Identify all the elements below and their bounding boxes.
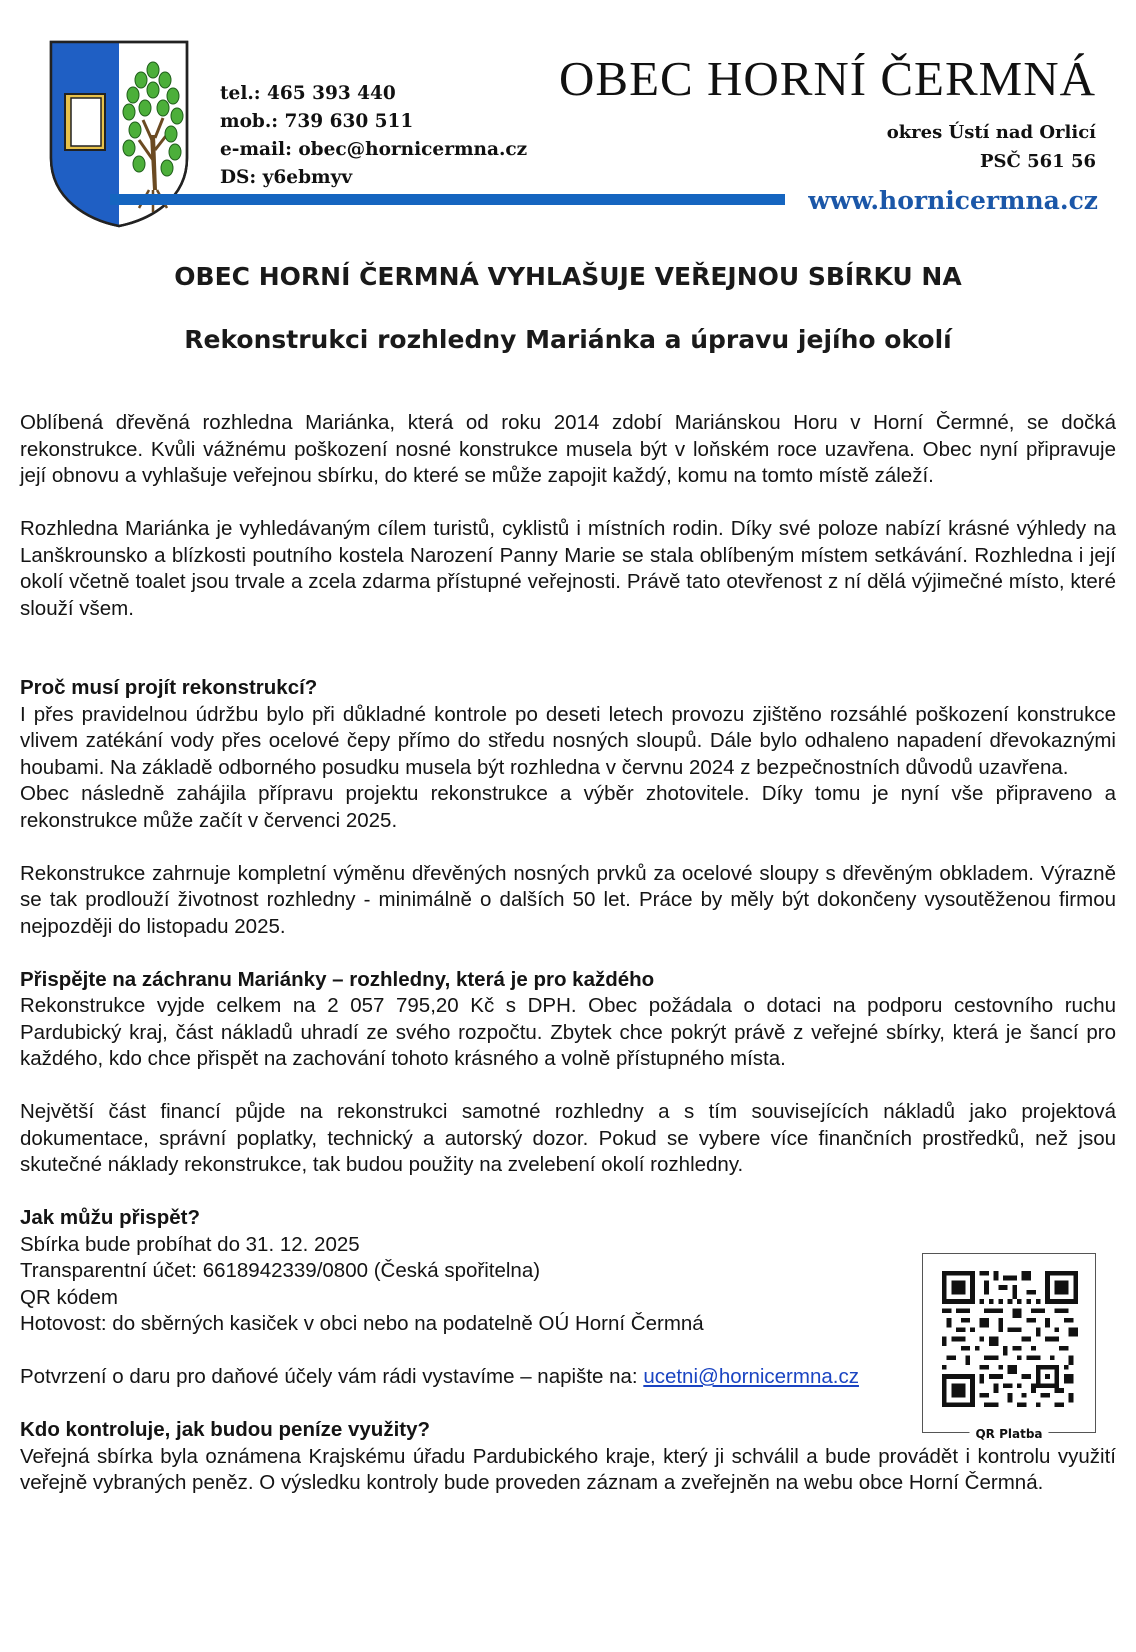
how-line-qr: QR kódem	[20, 1285, 118, 1309]
email-address[interactable]: e-mail: obec@hornicermna.cz	[220, 139, 528, 160]
header-divider	[110, 194, 785, 205]
qr-code-icon	[942, 1271, 1078, 1407]
district-label: okres Ústí nad Orlicí	[886, 122, 1096, 143]
why-paragraph-1: I přes pravidelnou údržbu bylo při důkladné kontrole po deseti letech provozu zjištěno rozsáhlé poškození konstrukce vlivem zatékání vody přes ocelové čepy přímo do středu nosných sloupů. Dále bylo odhaleno napadení dřevokaznými houbami. Na základě odborného posudku musela být rozhledna v červnu 2024 z bezpečnostních důvodů uzavřena.	[20, 702, 1116, 779]
mobile-number: mob.: 739 630 511	[220, 111, 414, 132]
contribute-paragraph-1: Rekonstrukce vyjde celkem na 2 057 795,20 Kč s DPH. Obec požádala o dotaci na podporu cestovního ruchu Pardubický kraj, část nákladů uhradí ze svého rozpočtu. Zbytek chce pokrýt právě z veřejné sbírky, která je šancí pro každého, kdo chce přispět na zachování tohoto krásného a volně přístupného místa.	[20, 994, 1116, 1070]
why-paragraph-3: Rekonstrukce zahrnuje kompletní výměnu dřevěných nosných prvků za ocelové sloupy s dřevěným obkladem. Výrazně se tak prodlouží životnost rozhledny - minimálně o dalších 50 let. Práce by měly být dokončeny vysoutěženou firmou nejpozději do listopadu 2025.	[20, 861, 1116, 938]
qr-payment-label: QR Platba	[969, 1427, 1048, 1441]
how-line-account: Transparentní účet: 6618942339/0800 (Česká spořitelna)	[20, 1259, 541, 1282]
accountant-email-link[interactable]: ucetni@hornicermna.cz	[643, 1365, 859, 1388]
section-heading-control: Kdo kontroluje, jak budou peníze využity?	[20, 1418, 431, 1441]
intro-paragraph-2: Rozhledna Mariánka je vyhledávaným cílem turistů, cyklistů i místních rodin. Díky své poloze nabízí krásné výhledy na Lanškrounsko a blízkosti poutního kostela Narození Panny Marie se stala oblíbeným místem setkávání. Rozhledna i její okolí včetně toalet jsou trvale a zcela zdarma přístupné veřejnosti. Právě tato otevřenost z ní dělá výjimečné místo, které slouží všem.	[20, 517, 1116, 620]
contact-block	[220, 80, 527, 192]
postal-code: PSČ 561 56	[979, 151, 1096, 172]
section-heading-contribute: Přispějte na záchranu Mariánky – rozhledny, která je pro každého	[20, 967, 655, 991]
how-line-cash: Hotovost: do sběrných kasiček v obci nebo na podatelně OÚ Horní Čermná	[20, 1312, 704, 1335]
section-heading-why: Proč musí projít rekonstrukcí?	[20, 676, 318, 699]
data-box-id: DS: y6ebmyv	[220, 167, 353, 188]
qr-payment-box	[922, 1253, 1096, 1441]
how-line-deadline: Sbírka bude probíhat do 31. 12. 2025	[20, 1232, 360, 1256]
page-subtitle: Rekonstrukci rozhledny Mariánka a úpravu jejího okolí	[184, 325, 952, 354]
website-link[interactable]: www.hornicermna.cz	[808, 186, 1098, 215]
phone-number: tel.: 465 393 440	[220, 83, 396, 104]
receipt-text: Potvrzení o daru pro daňové účely vám rádi vystavíme – napište na:	[20, 1365, 644, 1388]
page-title: OBEC HORNÍ ČERMNÁ VYHLAŠUJE VEŘEJNOU SBÍRKU NA	[174, 262, 962, 291]
why-paragraph-2: Obec následně zahájila přípravu projektu rekonstrukce a výběr zhotovitele. Díky tomu je nyní vše připraveno a rekonstrukce může začít v červenci 2025.	[20, 782, 1116, 832]
municipality-title: OBEC HORNÍ ČERMNÁ	[559, 51, 1096, 106]
contribute-paragraph-2: Největší část financí půjde na rekonstrukci samotné rozhledny a s tím souvisejících nákladů jako projektová dokumentace, správní poplatky, technický a autorský dozor. Pokud se vybere více finančních prostředků, než jsou skutečné náklady rekonstrukce, tak budou použity na zvelebení okolí rozhledny.	[20, 1100, 1116, 1176]
letterhead	[0, 0, 1136, 230]
control-paragraph: Veřejná sbírka byla oznámena Krajskému úřadu Pardubického kraje, který ji schválil a bude provádět i kontrolu využití veřejně vybraných peněz. O výsledku kontroly bude proveden záznam a zveřejněn na webu obce Horní Čermná.	[20, 1444, 1116, 1494]
section-heading-how: Jak můžu přispět?	[20, 1206, 200, 1229]
intro-paragraph-1: Oblíbená dřevěná rozhledna Mariánka, která od roku 2014 zdobí Mariánskou Horu v Horní Čermné, se dočká rekonstrukce. Kvůli vážnému poškození nosné konstrukce musela být v loňském roce uzavřena. Obec nyní připravuje její obnovu a vyhlašuje veřejnou sbírku, do které se může zapojit každý, komu na tomto místě záleží.	[20, 411, 1116, 487]
